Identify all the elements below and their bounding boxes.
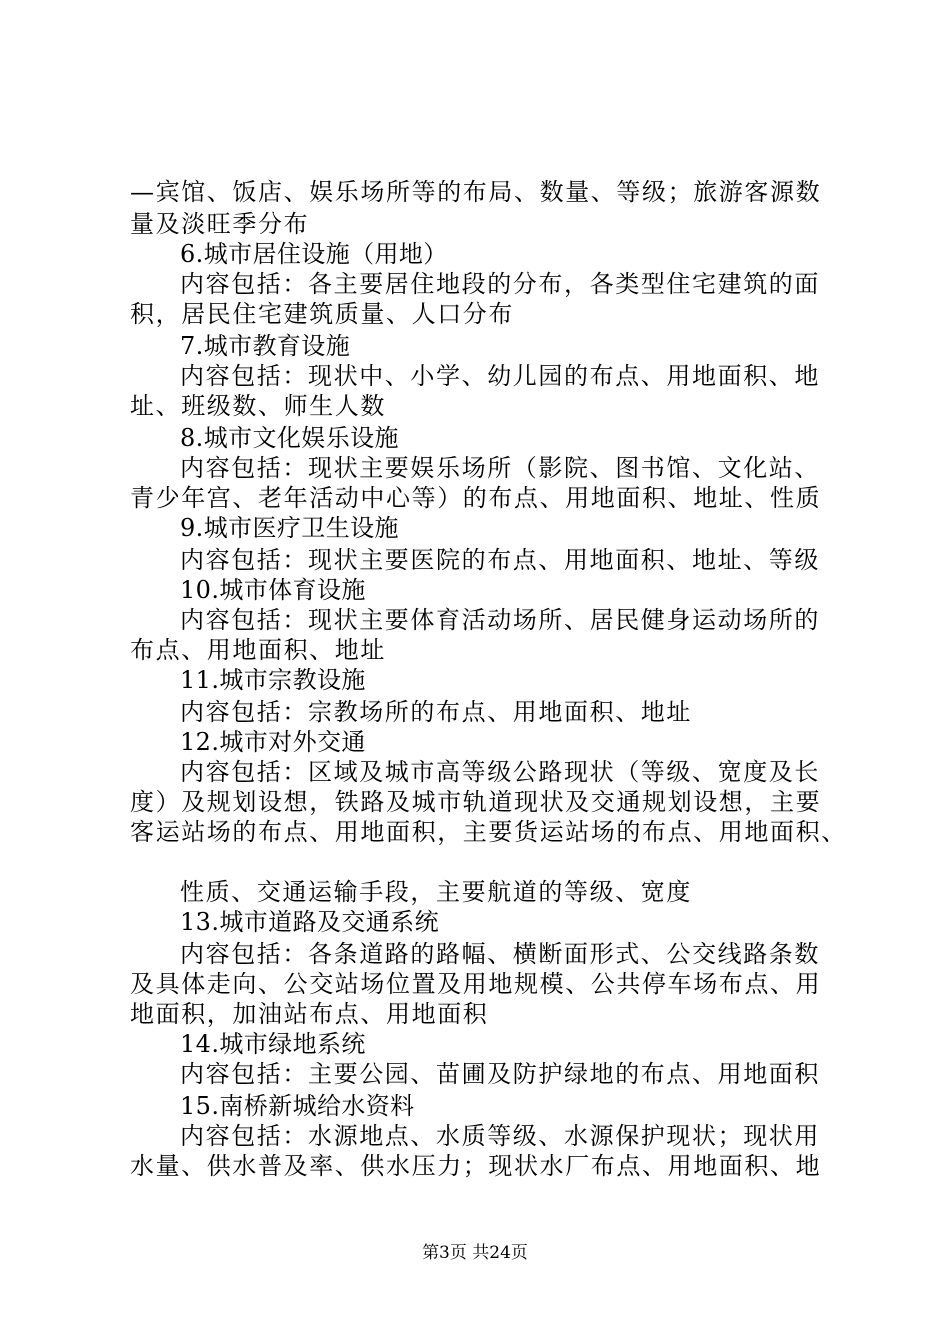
section-heading: 11.城市宗教设施: [180, 666, 366, 694]
section-heading: 15.南桥新城给水资料: [180, 1092, 415, 1120]
page-footer: 第3页 共24页: [422, 1243, 528, 1263]
body-line: 积，居民住宅建筑质量、人口分布: [130, 300, 514, 328]
section-heading: 8.城市文化娱乐设施: [180, 424, 399, 452]
section-heading: 12.城市对外交通: [180, 728, 366, 756]
body-line: 内容包括：现状主要医院的布点、用地面积、地址、等级: [180, 546, 820, 574]
body-line: —宾馆、饭店、娱乐场所等的布局、数量、等级；旅游客源数: [130, 178, 822, 206]
section-heading: 10.城市体育设施: [180, 576, 366, 604]
body-line: 青少年宫、老年活动中心等）的布点、用地面积、地址、性质: [130, 484, 822, 512]
body-line: 内容包括：现状主要娱乐场所（影院、图书馆、文化站、: [180, 454, 820, 482]
body-line: 及具体走向、公交站场位置及用地规模、公共停车场布点、用: [130, 970, 822, 998]
body-line: 水量、供水普及率、供水压力；现状水厂布点、用地面积、地: [130, 1152, 822, 1180]
body-line: 内容包括：水源地点、水质等级、水源保护现状；现状用: [180, 1122, 820, 1150]
section-heading: 14.城市绿地系统: [180, 1030, 366, 1058]
section-heading: 6.城市居住设施（用地）: [180, 240, 448, 268]
body-line: 性质、交通运输手段，主要航道的等级、宽度: [180, 878, 692, 906]
body-line: 地面积，加油站布点、用地面积: [130, 1000, 489, 1028]
body-line: 内容包括：宗教场所的布点、用地面积、地址: [180, 698, 692, 726]
body-line: 内容包括：各主要居住地段的分布，各类型住宅建筑的面: [180, 270, 820, 298]
section-heading: 7.城市教育设施: [180, 332, 351, 360]
body-line: 内容包括：各条道路的路幅、横断面形式、公交线路条数: [180, 940, 820, 968]
body-line: 客运站场的布点、用地面积，主要货运站场的布点、用地面积、: [130, 818, 847, 846]
body-line: 内容包括：主要公园、苗圃及防护绿地的布点、用地面积: [180, 1060, 820, 1088]
body-line: 度）及规划设想，铁路及城市轨道现状及交通规划设想，主要: [130, 788, 822, 816]
body-line: 内容包括：区域及城市高等级公路现状（等级、宽度及长: [180, 758, 820, 786]
body-line: 布点、用地面积、地址: [130, 636, 386, 664]
body-line: 量及淡旺季分布: [130, 210, 310, 238]
section-heading: 13.城市道路及交通系统: [180, 908, 439, 936]
body-line: 内容包括：现状主要体育活动场所、居民健身运动场所的: [180, 606, 820, 634]
body-line: 内容包括：现状中、小学、幼儿园的布点、用地面积、地: [180, 362, 820, 390]
body-line: 址、班级数、师生人数: [130, 392, 386, 420]
section-heading: 9.城市医疗卫生设施: [180, 514, 399, 542]
